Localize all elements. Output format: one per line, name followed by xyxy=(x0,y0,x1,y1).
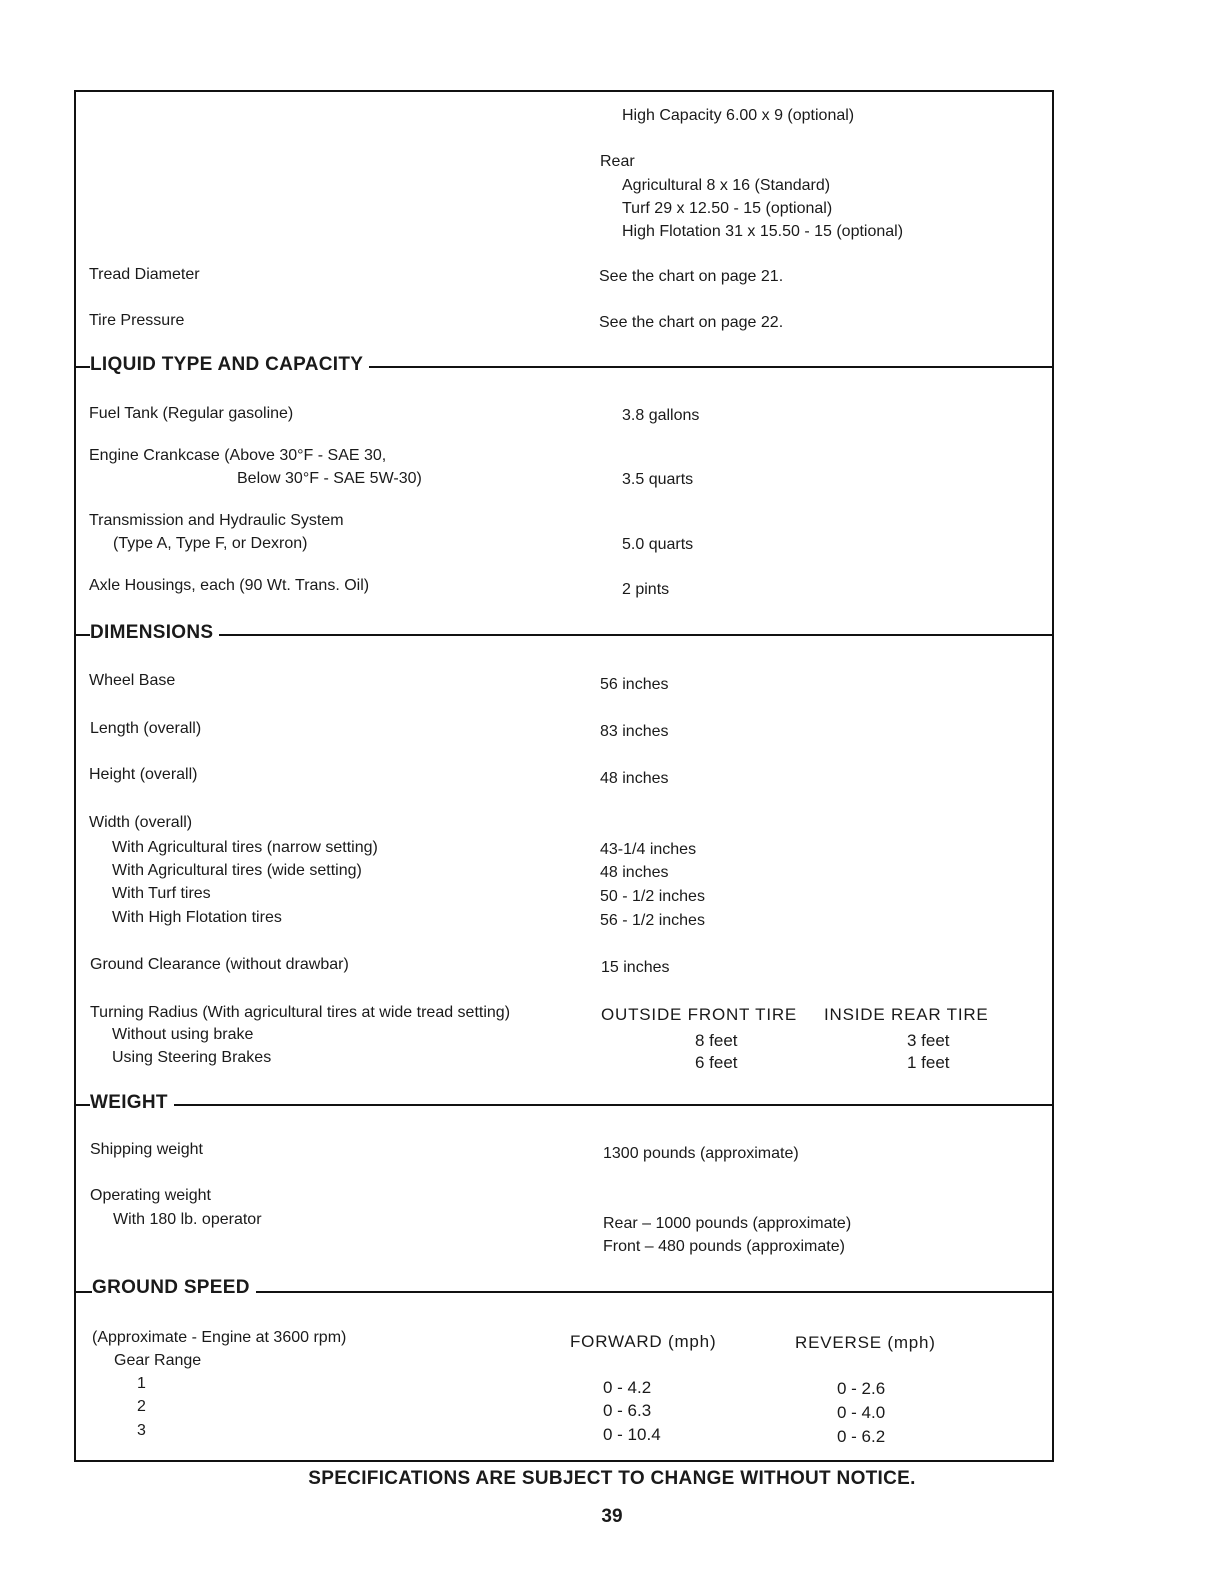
page-number: 39 xyxy=(601,1506,623,1527)
dimensions-section-rule xyxy=(74,634,1054,636)
ground-clearance-value: 15 inches xyxy=(601,959,670,976)
ground-speed-section-heading: GROUND SPEED xyxy=(92,1277,256,1299)
wheel-base-label: Wheel Base xyxy=(89,672,176,689)
gear-number: 1 xyxy=(137,1375,146,1392)
width-row-label: With Turf tires xyxy=(112,885,211,902)
gear-number: 3 xyxy=(137,1422,146,1439)
shipping-weight-label: Shipping weight xyxy=(90,1141,203,1158)
outside-front-tire-header: OUTSIDE FRONT TIRE xyxy=(601,1005,798,1024)
transmission-label-line2: (Type A, Type F, or Dexron) xyxy=(113,535,308,552)
crankcase-value: 3.5 quarts xyxy=(622,471,694,488)
weight-section-heading: WEIGHT xyxy=(90,1092,174,1114)
dimensions-section-tick xyxy=(74,634,88,636)
length-label: Length (overall) xyxy=(90,720,202,737)
tread-diameter-value: See the chart on page 21. xyxy=(599,268,784,285)
width-row-label: With Agricultural tires (wide setting) xyxy=(112,862,362,879)
front-tire-high-capacity: High Capacity 6.00 x 9 (optional) xyxy=(622,107,855,124)
rear-weight-value: Rear – 1000 pounds (approximate) xyxy=(603,1215,852,1232)
transmission-value: 5.0 quarts xyxy=(622,536,694,553)
turning-row-label: Without using brake xyxy=(112,1026,254,1043)
height-label: Height (overall) xyxy=(89,766,198,783)
spec-table-frame xyxy=(74,90,1054,1462)
width-row-value: 50 - 1/2 inches xyxy=(600,888,705,905)
crankcase-label-line1: Engine Crankcase (Above 30°F - SAE 30, xyxy=(89,447,387,464)
rear-tire-label: Rear xyxy=(600,153,635,170)
height-value: 48 inches xyxy=(600,770,669,787)
tread-diameter-label: Tread Diameter xyxy=(89,266,200,283)
operator-label: With 180 lb. operator xyxy=(113,1211,262,1228)
rear-tire-agricultural: Agricultural 8 x 16 (Standard) xyxy=(622,177,831,194)
width-row-label: With Agricultural tires (narrow setting) xyxy=(112,839,378,856)
width-row-value: 56 - 1/2 inches xyxy=(600,912,705,929)
turning-row-front: 8 feet xyxy=(695,1031,738,1050)
axle-housings-value: 2 pints xyxy=(622,581,670,598)
forward-speed: 0 - 4.2 xyxy=(603,1378,652,1397)
reverse-speed: 0 - 6.2 xyxy=(837,1427,886,1446)
forward-speed: 0 - 10.4 xyxy=(603,1425,661,1444)
fuel-tank-label: Fuel Tank (Regular gasoline) xyxy=(89,405,294,422)
rear-tire-turf: Turf 29 x 12.50 - 15 (optional) xyxy=(622,200,833,217)
turning-row-front: 6 feet xyxy=(695,1053,738,1072)
reverse-speed: 0 - 4.0 xyxy=(837,1403,886,1422)
inside-rear-tire-header: INSIDE REAR TIRE xyxy=(824,1005,989,1024)
reverse-speed: 0 - 2.6 xyxy=(837,1379,886,1398)
liquid-section-heading: LIQUID TYPE AND CAPACITY xyxy=(90,354,369,376)
turning-row-rear: 3 feet xyxy=(907,1031,950,1050)
shipping-weight-value: 1300 pounds (approximate) xyxy=(603,1145,799,1162)
weight-section-rule xyxy=(74,1104,1054,1106)
length-value: 83 inches xyxy=(600,723,669,740)
tire-pressure-label: Tire Pressure xyxy=(89,312,185,329)
dimensions-section-heading: DIMENSIONS xyxy=(90,622,219,644)
reverse-header: REVERSE (mph) xyxy=(795,1333,936,1352)
width-row-value: 43-1/4 inches xyxy=(600,841,697,858)
turning-row-rear: 1 feet xyxy=(907,1053,950,1072)
fuel-tank-value: 3.8 gallons xyxy=(622,407,700,424)
turning-radius-label: Turning Radius (With agricultural tires at wide tread setting) xyxy=(90,1004,511,1021)
width-row-label: With High Flotation tires xyxy=(112,909,282,926)
gear-range-label: Gear Range xyxy=(114,1352,202,1369)
width-label: Width (overall) xyxy=(89,814,193,831)
forward-speed: 0 - 6.3 xyxy=(603,1401,652,1420)
axle-housings-label: Axle Housings, each (90 Wt. Trans. Oil) xyxy=(89,577,370,594)
front-weight-value: Front – 480 pounds (approximate) xyxy=(603,1238,845,1255)
ground-speed-note: (Approximate - Engine at 3600 rpm) xyxy=(92,1329,347,1346)
ground-speed-section-tick xyxy=(74,1291,88,1293)
wheel-base-value: 56 inches xyxy=(600,676,669,693)
tire-pressure-value: See the chart on page 22. xyxy=(599,314,784,331)
liquid-section-tick xyxy=(74,366,88,368)
crankcase-label-line2: Below 30°F - SAE 5W-30) xyxy=(237,470,422,487)
transmission-label-line1: Transmission and Hydraulic System xyxy=(89,512,344,529)
ground-clearance-label: Ground Clearance (without drawbar) xyxy=(90,956,349,973)
specifications-notice: SPECIFICATIONS ARE SUBJECT TO CHANGE WITHOUT NOTICE. xyxy=(308,1468,916,1489)
width-row-value: 48 inches xyxy=(600,864,669,881)
turning-row-label: Using Steering Brakes xyxy=(112,1049,272,1066)
gear-number: 2 xyxy=(137,1398,146,1415)
weight-section-tick xyxy=(74,1104,88,1106)
forward-header: FORWARD (mph) xyxy=(570,1332,717,1351)
rear-tire-high-flotation: High Flotation 31 x 15.50 - 15 (optional) xyxy=(622,223,904,240)
operating-weight-label: Operating weight xyxy=(90,1187,211,1204)
